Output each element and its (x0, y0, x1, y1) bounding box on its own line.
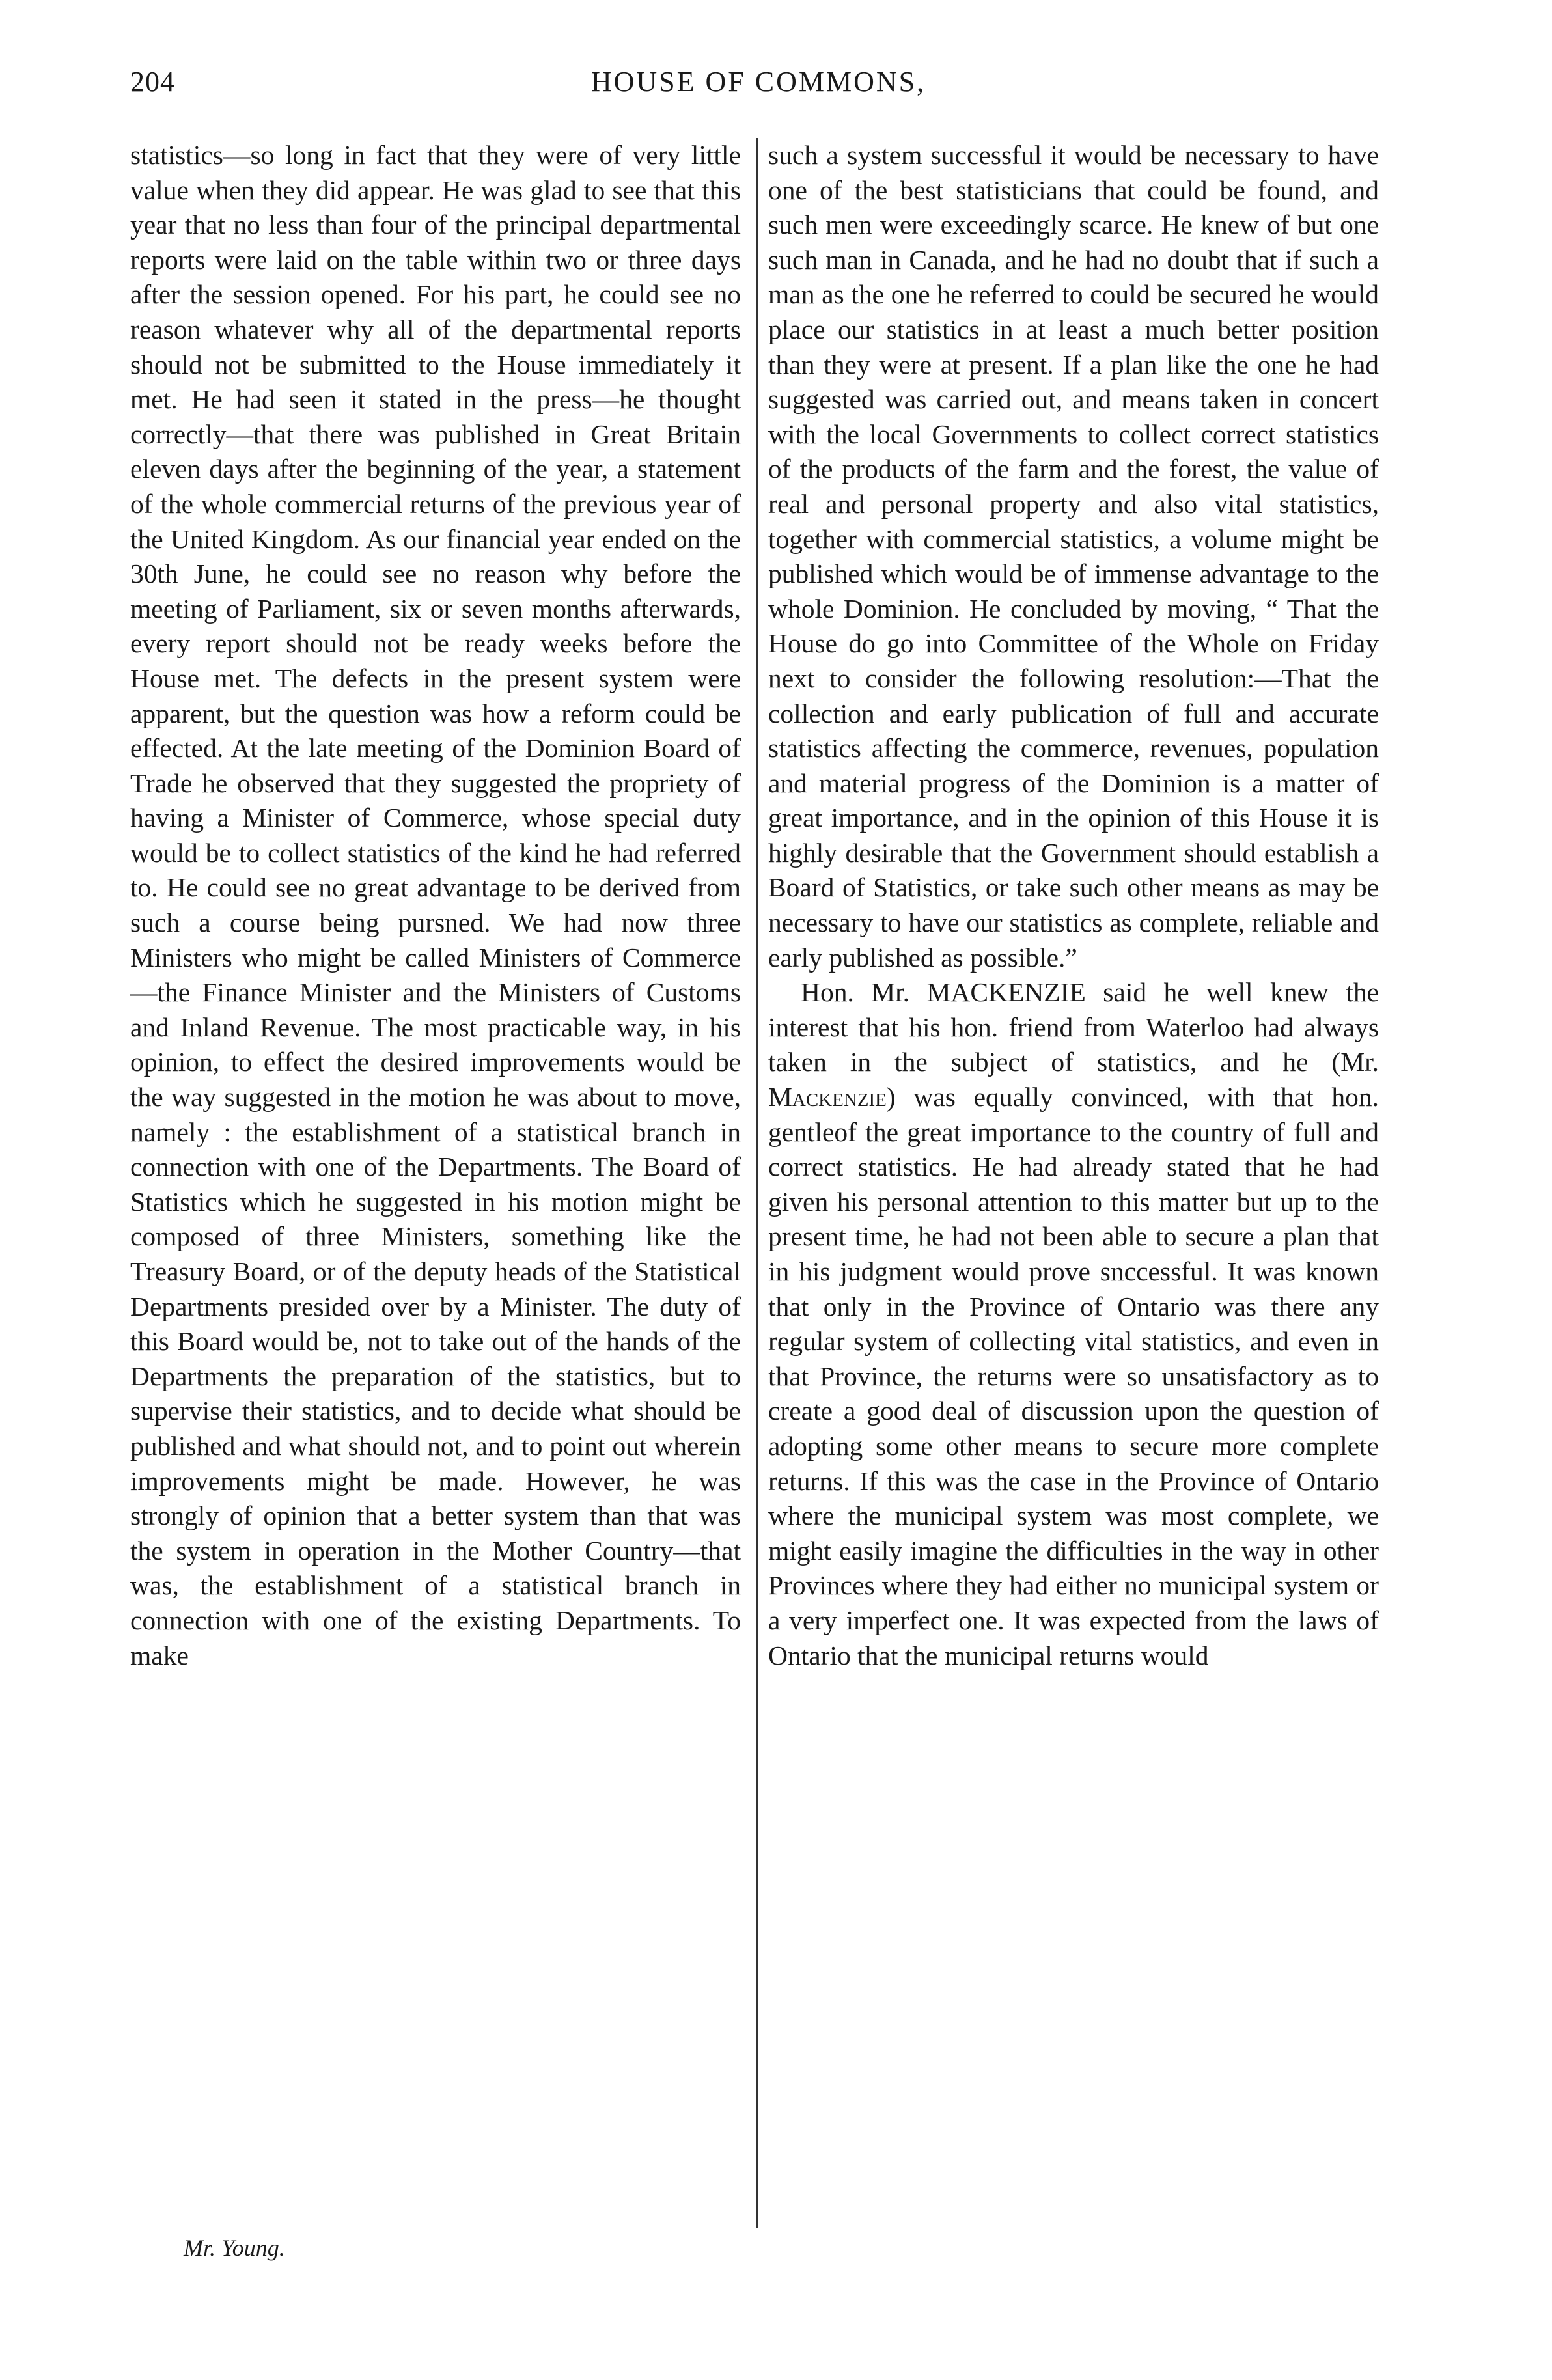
page-header (130, 65, 1387, 111)
right-paragraph-2 (768, 975, 1379, 1673)
page-number: 204 (130, 66, 175, 98)
right-column (768, 138, 1379, 1673)
left-column (130, 138, 741, 1673)
running-head: HOUSE OF COMMONS, (590, 66, 926, 98)
left-paragraph-1: statistics—so long in fact that they were of very little value when they did appear. He was glad to see that this year that no less than four of the principal departmental reports were laid on the table within two or three days after the session opened. For his part, he could see no reason whatever why all of the departmental reports should not be submitted to the House immediately it met. He had seen it stated in the press—he thought correctly—that there was published in Great Britain eleven days after the beginning of the year, a statement of the whole commercial returns of the previous year of the United Kingdom. As our financial year ended on the 30th June, he could see no reason why before the meeting of Parliament, six or seven months afterwards, every report should not be ready weeks before the House met. The defects in the present system were apparent, but the question was how a reform could be effected. At the late meeting of the Dominion Board of Trade he observed that they suggested the propriety of having a Minister of Commerce, whose special duty would be to collect statistics of the kind he had referred to. He could see no great advantage to be derived from such a course being pursned. We had now three Ministers who might be called Ministers of Commerce—the Finance Minister and the Ministers of Customs and Inland Revenue. The most practicable way, in his opinion, to effect the desired improvements would be the way suggested in the motion he was about to move, namely : the establishment of a statistical branch in connection with one of the Departments. The Board of Statistics which he suggested in his motion might be composed of three Ministers, something like the Treasury Board, or of the deputy heads of the Statistical Departments presided over by a Minister. The duty of this Board would be, not to take out of the hands of the Departments the preparation of the statistics, but to supervise their statistics, and to decide what should be published and what should not, and to point out wherein improvements might be made. However, he was strongly of opinion that a better system than that was the system in operation in the Mother Country—that was, the establishment of a statistical branch in connection with one of the existing Departments. To make (130, 140, 741, 1670)
mackenzie-speech-end: ) was equally convinced, with that hon. gentleof the great importance to the country of full and correct statistics. He had already stated that he had given his personal attention to this matter but up to the present time, he had not been able to secure a plan that in his judgment would prove snccessful. It was known that only in the Province of Ontario was there any regular system of collecting vital statistics, and even in that Province, the returns were so unsatisfactory as to create a good deal of discussion upon the question of adopting some other means to secure more complete returns. If this was the case in the Province of Ontario where the municipal system was most complete, we might easily imagine the difficulties in the way in other Provinces where they had either no municipal system or a very imperfect one. It was expected from the laws of Ontario that the municipal returns would (768, 1082, 1379, 1670)
speaker-footer: Mr. Young. (184, 2235, 285, 2261)
mackenzie-name-smallcaps: Mackenzie (768, 1082, 887, 1113)
mackenzie-speech-start: Hon. Mr. MACKENZIE said he well knew the interest that his hon. friend from Waterloo had always taken in the subject of statistics, and he (Mr. (768, 977, 1379, 1077)
column-divider (756, 138, 758, 2228)
right-paragraph-1: such a system successful it would be necessary to have one of the best statisticians that could be found, and such men were exceedingly scarce. He knew of but one such man in Canada, and he had no doubt that if such a man as the one he referred to could be secured he would place our statistics in at least a much better position than they were at present. If a plan like the one he had suggested was carried out, and means taken in concert with the local Governments to collect correct statistics of the products of the farm and the forest, the value of real and personal property and also vital statistics, together with commercial statistics, a volume might be published which would be of immense advantage to the whole Dominion. He concluded by moving, “ That the House do go into Committee of the Whole on Friday next to consider the following resolution:—That the collection and early publication of full and accurate statistics affecting the commerce, revenues, population and material progress of the Dominion is a matter of great importance, and in the opinion of this House it is highly desirable that the Government should establish a Board of Statistics, or take such other means as may be necessary to have our statistics as complete, reliable and early published as possible.” (768, 140, 1379, 973)
